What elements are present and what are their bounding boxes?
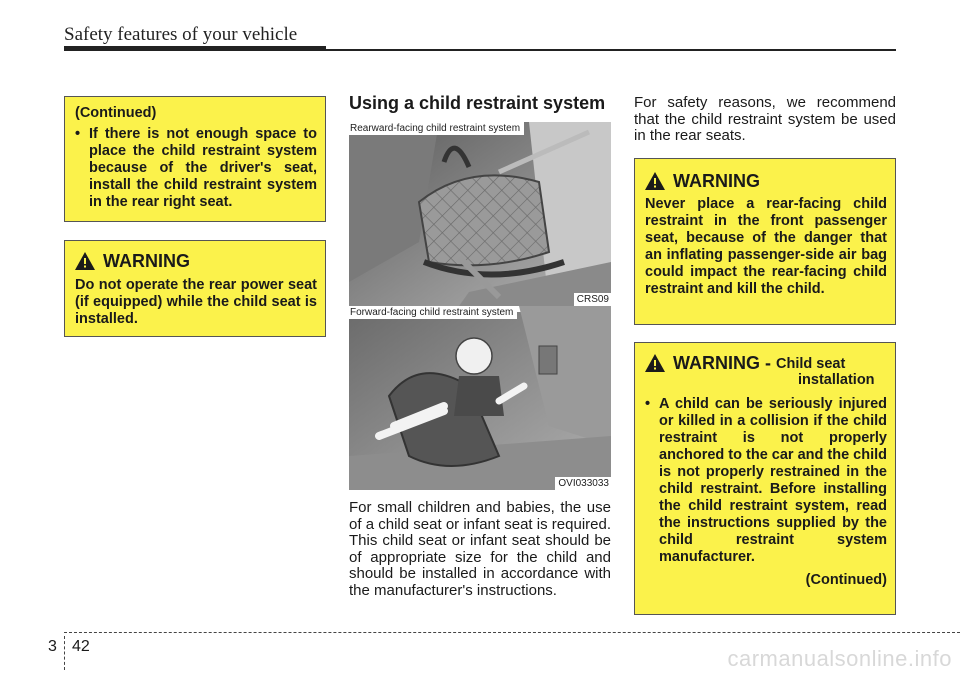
site-watermark: carmanualsonline.info — [727, 646, 952, 671]
rearward-photo-code: CRS09 — [574, 293, 611, 306]
footer-page-number: 42 — [72, 638, 90, 655]
warning-installation-bullet — [645, 396, 887, 566]
continued-note-box — [64, 96, 326, 222]
warning-installation-continued: (Continued) — [805, 572, 887, 588]
bullet-marker: • — [75, 126, 81, 142]
continued-heading: (Continued) — [75, 105, 157, 121]
warning-installation-title: WARNING - — [673, 353, 771, 373]
warning-triangle-icon — [645, 172, 665, 190]
footer-rule — [64, 632, 960, 633]
rearward-facing-seat-photo — [349, 122, 611, 306]
warning-triangle-icon — [645, 354, 665, 372]
warning-installation-subtitle-2: installation — [798, 372, 875, 388]
continued-bullet-text: If there is not enough space to place the child restraint system because of the driver's seat, install the child restraint system in the rear right seat. — [89, 126, 317, 210]
footer-divider — [64, 636, 65, 670]
rearward-seat-illustration — [349, 122, 611, 306]
bullet-marker: • — [645, 396, 651, 412]
warning-power-seat-title: WARNING — [103, 251, 190, 271]
warning-installation-box — [634, 342, 896, 615]
warning-power-seat-text: Do not operate the rear power seat (if equipped) while the child seat is installed. — [75, 277, 317, 327]
warning-front-passenger-text: Never place a rear-facing child restraint in the front passenger seat, because of the danger that an inflating passenger-side air bag could impact the rear-facing child restraint and kill the child. — [645, 196, 887, 297]
warning-power-seat-box — [64, 240, 326, 337]
warning-front-passenger-box — [634, 158, 896, 325]
right-column-intro: For safety reasons, we recommend that the child restraint system be used in the rear seats. — [634, 94, 896, 145]
forward-facing-seat-photo — [349, 306, 611, 490]
warning-front-passenger-title: WARNING — [673, 171, 760, 191]
header-rule-thick — [64, 46, 326, 51]
warning-installation-subtitle-1: Child seat — [776, 356, 846, 372]
page-header-title: Safety features of your vehicle — [64, 24, 298, 45]
forward-photo-caption: Forward-facing child restraint system — [349, 306, 517, 319]
section-heading: Using a child restraint system — [349, 93, 606, 113]
warning-installation-bullet-text: A child can be seriously injured or killed in a collision if the child restraint is not properly anchored to the car and the child is not properly restrained in the child restraint. Before installing the child restraint system, read the instructions supplied by the child restraint system manufacturer. — [659, 396, 888, 565]
section-body-text: For small children and babies, the use of a child seat or infant seat is required. This child seat or infant seat should be of appropriate size for the child and should be installed in accordance with the manufacturer's instructions. — [349, 499, 611, 599]
rearward-photo-caption: Rearward-facing child restraint system — [349, 122, 524, 135]
forward-photo-code: OVI033033 — [555, 477, 611, 490]
forward-seat-illustration — [349, 306, 611, 490]
continued-bullet — [75, 126, 317, 211]
warning-front-passenger-heading — [645, 171, 887, 191]
footer-section-number: 3 — [48, 638, 57, 655]
warning-triangle-icon — [75, 252, 95, 270]
header-rule-thin — [326, 49, 896, 51]
warning-power-seat-heading — [75, 251, 317, 271]
warning-installation-heading — [645, 353, 887, 388]
